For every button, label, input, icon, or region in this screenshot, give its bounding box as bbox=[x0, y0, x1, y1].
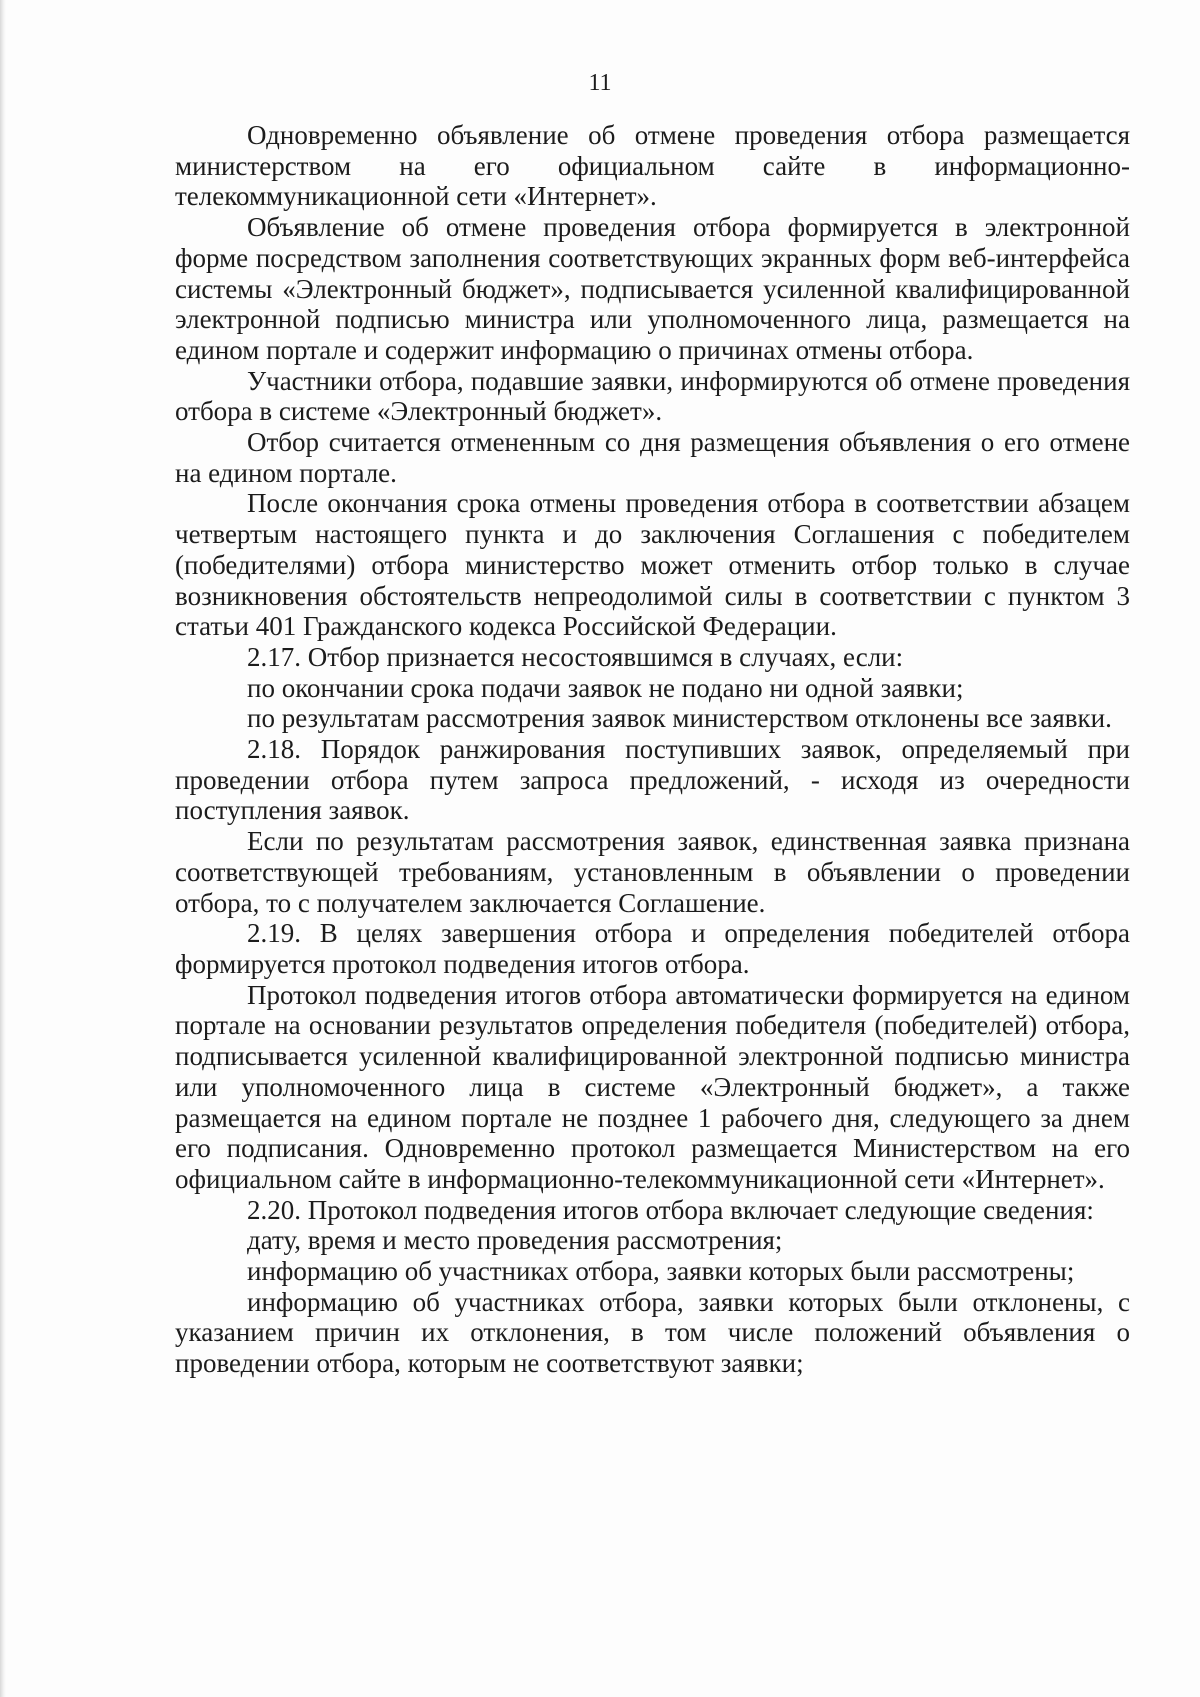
page-number: 11 bbox=[588, 70, 612, 96]
document-body bbox=[175, 120, 1130, 1379]
clause-2-19: 2.19. В целях завершения отбора и определения победителей отбора формируется протокол подведения итогов отбора. bbox=[175, 918, 1130, 979]
clause-2-20: 2.20. Протокол подведения итогов отбора включает следующие сведения: bbox=[247, 1194, 1094, 1225]
list-item: информацию об участниках отбора, заявки которых были отклонены, с указанием причин их отклонения, в том числе положений объявления о проведении отбора, которым не соответствуют заявки; bbox=[175, 1286, 1130, 1379]
paragraph: по окончании срока подачи заявок не подано ни одной заявки; bbox=[247, 672, 964, 703]
paragraph: Участники отбора, подавшие заявки, информируются об отмене проведения отбора в системе «Электронный бюджет». bbox=[175, 365, 1130, 427]
paragraph: Если по результатам рассмотрения заявок, единственная заявка признана соответствующей требованиям, установленным в объявлении о проведении отбора, то с получателем заключается Соглашение. bbox=[175, 826, 1130, 918]
scan-edge-shadow bbox=[0, 0, 6, 1697]
paragraph: по результатам рассмотрения заявок министерством отклонены все заявки. bbox=[247, 703, 1112, 734]
clause-2-17: 2.17. Отбор признается несостоявшимся в случаях, если: bbox=[247, 641, 904, 672]
list-item: информацию об участниках отбора, заявки которых были рассмотрены; bbox=[247, 1256, 1075, 1287]
paragraph: Отбор считается отмененным со дня размещения объявления о его отмене на едином портале. bbox=[175, 427, 1130, 488]
paragraph: Объявление об отмене проведения отбора формируется в электронной форме посредством заполнения соответствующих экранных форм веб-интерфейса системы «Электронный бюджет», подписывается усиленной квалифицированной электронной подписью министра или уполномоченного лица, размещается на едином портале и содержит информацию о причинах отмены отбора. bbox=[175, 212, 1130, 365]
paragraph: Одновременно объявление об отмене проведения отбора размещается министерством на его официальном сайте в информационно-телекоммуникационной сети «Интернет». bbox=[175, 120, 1130, 212]
list-item: дату, время и место проведения рассмотрения; bbox=[247, 1225, 783, 1256]
clause-2-18: 2.18. Порядок ранжирования поступивших заявок, определяемый при проведении отбора путем запроса предложений, - исходя из очередности поступления заявок. bbox=[175, 734, 1130, 826]
paragraph: После окончания срока отмены проведения отбора в соответствии абзацем четвертым настоящего пункта и до заключения Соглашения с победителем (победителями) отбора министерство может отменить отбор только в случае возникновения обстоятельств непреодолимой силы в соответствии с пунктом 3 статьи 401 Гражданского кодекса Российской Федерации. bbox=[175, 488, 1130, 642]
paragraph: Протокол подведения итогов отбора автоматически формируется на едином портале на основании результатов определения победителя (победителей) отбора, подписывается усиленной квалифицированной электронной подписью министра или уполномоченного лица в системе «Электронный бюджет», а также размещается на едином портале не позднее 1 рабочего дня, следующего за днем его подписания. Одновременно протокол размещается Министерством на его официальном сайте в информационно-телекоммуникационной сети «Интернет». bbox=[175, 979, 1130, 1194]
